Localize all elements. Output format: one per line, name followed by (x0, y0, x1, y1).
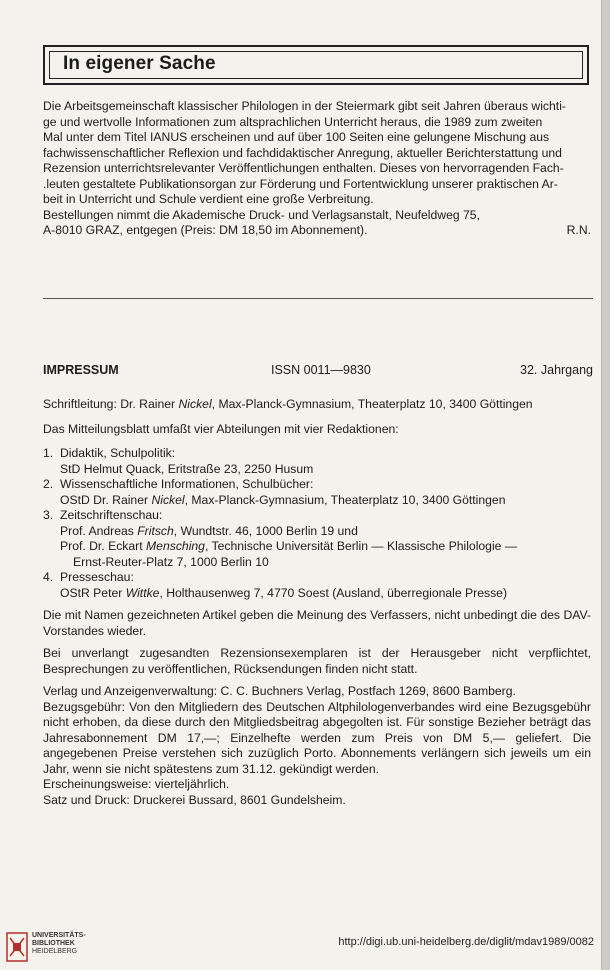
intro-line: .leuten gestaltete Publikationsorgan zur Förderung und Fortentwicklung unserer praktischen Ar- (43, 176, 558, 191)
impressum-header (43, 363, 593, 379)
impressum-heading: IMPRESSUM (43, 363, 119, 377)
item-detail: OStD Dr. Rainer Nickel, Max-Planck-Gymnasium, Theaterplatz 10, 3400 Göttingen (60, 492, 506, 507)
divisions-intro: Das Mitteilungsblatt umfaßt vier Abteilungen mit vier Redaktionen: (43, 421, 399, 436)
item-detail: Prof. Dr. Eckart Mensching, Technische Universität Berlin — Klassische Philologie — (60, 539, 518, 553)
title-box (43, 45, 589, 85)
editor-prefix: Schriftleitung: Dr. Rainer (43, 397, 179, 411)
intro-line: Rezension unterrichtsrelevanter Veröffentlichungen enthalten. Dieses von hervorragenden Fach- (43, 161, 564, 175)
frequency: Erscheinungsweise: vierteljährlich. (43, 777, 230, 791)
library-seal-icon (6, 932, 28, 962)
item-detail: OStR Peter Wittke, Holthausenweg 7, 4770 Soest (Ausland, überregionale Presse) (60, 585, 508, 600)
list-item (43, 508, 591, 524)
list-item (43, 477, 591, 493)
editor-name: Nickel (178, 397, 212, 411)
intro-line: ge und wertvolle Informationen zum altsprachlichen Unterricht heraus, die 1989 zum zweiten (43, 114, 543, 129)
item-detail: Prof. Andreas Fritsch, Wundtstr. 46, 1000 Berlin 19 und (60, 523, 358, 538)
intro-paragraph (43, 99, 591, 239)
page-edge (601, 0, 610, 970)
item-number: 4. (43, 570, 54, 584)
source-url[interactable]: http://digi.ub.uni-heidelberg.de/diglit/mdav1989/0082 (338, 936, 594, 948)
intro-line: fachwissenschaftlicher Reflexion und fachdidaktischer Anregung, aktueller Berichterstattung und (43, 145, 562, 160)
divider (43, 298, 593, 299)
item-title: Wissenschaftliche Informationen, Schulbücher: (60, 477, 314, 491)
intro-line: A-8010 GRAZ, entgegen (Preis: DM 18,50 im Abonnement). (43, 223, 368, 237)
library-name: UNIVERSITÄTS- BIBLIOTHEK HEIDELBERG (32, 932, 86, 955)
volume: 32. Jahrgang (520, 363, 593, 377)
publisher: Verlag und Anzeigenverwaltung: C. C. Buchners Verlag, Postfach 1269, 8600 Bamberg. (43, 684, 516, 698)
impressum-body (43, 397, 591, 808)
disclaimer: Die mit Namen gezeichneten Artikel geben die Meinung des Verfassers, nicht unbedingt die des DAV-Vorstandes wieder. (43, 608, 591, 638)
intro-line: Bestellungen nimmt die Akademische Druck- und Verlagsanstalt, Neufeldweg 75, (43, 207, 480, 222)
footer (0, 924, 602, 970)
item-detail: Ernst-Reuter-Platz 7, 1000 Berlin 10 (73, 554, 269, 569)
item-title: Presseschau: (60, 570, 134, 584)
issn: ISSN 0011—9830 (271, 363, 371, 377)
item-title: Zeitschriftenschau: (60, 508, 163, 522)
item-number: 2. (43, 477, 54, 491)
intro-line: Mal unter dem Titel IANUS erscheinen und auf über 100 Seiten eine gelungene Mischung aus (43, 130, 550, 144)
signature: R.N. (566, 223, 591, 237)
intro-line: beit in Unterricht und Schule verdient eine große Verbreitung. (43, 192, 374, 206)
item-title: Didaktik, Schulpolitik: (60, 446, 176, 460)
item-detail: StD Helmut Quack, Eritstraße 23, 2250 Husum (60, 461, 314, 476)
printer: Satz und Druck: Druckerei Bussard, 8601 Gundelsheim. (43, 792, 346, 807)
item-number: 3. (43, 508, 54, 522)
list-item (43, 446, 591, 462)
fees: Bezugsgebühr: Von den Mitgliedern des Deutschen Altphilologenverbandes wird eine Bezugsgebühr nicht erhoben, da diese durch den Mitgliedsbeitrag abgegolten ist. Für sonstige Bezieher beträgt das Jahresabonnement DM 17,—; Einzelhefte werden zum Preis von DM 5,— geliefert. Die angegebenen Preise verstehen sich zuzüglich Porto. Abonnements verlängern sich jeweils um ein Jahr, wenn sie nicht spätestens zum 31.12. gekündigt werden. (43, 699, 591, 776)
intro-line: Die Arbeitsgemeinschaft klassischer Philologen in der Steiermark gibt seit Jahren überaus wichti- (43, 99, 566, 113)
editor-line (43, 397, 591, 413)
list-item (43, 570, 591, 586)
section-title: In eigener Sache (63, 53, 216, 74)
editor-suffix: , Max-Planck-Gymnasium, Theaterplatz 10, 3400 Göttingen (211, 397, 533, 411)
item-number: 1. (43, 446, 54, 460)
review-copies: Bei unverlangt zugesandten Rezensionsexemplaren ist der Herausgeber nicht verpflichtet, Besprechungen zu veröffentlichen, Rücksendungen finden nicht statt. (43, 646, 591, 676)
